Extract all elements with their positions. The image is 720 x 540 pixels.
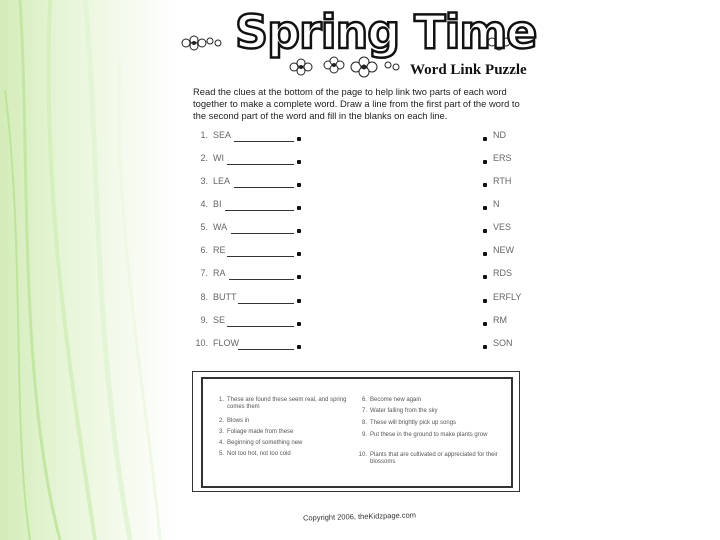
right-connect-dot[interactable] [483,345,487,349]
answer-blank[interactable] [234,187,294,188]
clue-number: 3. [218,429,224,435]
word-second-part: RDS [493,268,513,278]
word-row [191,176,531,190]
clue-number: 6. [361,397,367,403]
word-first-part: BUTT [213,292,237,302]
right-connect-dot[interactable] [483,160,487,164]
instructions-text: Read the clues at the bottom of the page to help link two parts of each word together to make a complete word. Draw a line from the first part of the word to the second part of the word and fill in the blanks on each line. [193,86,520,121]
clue-number: 9. [361,432,367,438]
row-number: 3. [200,176,208,186]
answer-blank[interactable] [225,210,294,211]
right-connect-dot[interactable] [483,275,487,279]
left-connect-dot[interactable] [297,137,301,141]
clue-number: 10. [358,452,367,458]
grass-strokes-decoration [0,0,180,540]
word-first-part: SEA [213,130,232,140]
word-first-part: RE [213,245,226,255]
word-row [191,222,531,236]
left-connect-dot[interactable] [297,183,301,187]
row-number: 2. [200,153,208,163]
word-row [191,245,531,259]
word-row [191,130,531,144]
answer-blank[interactable] [229,279,294,280]
word-first-part: BI [213,199,222,209]
clue-text: Plants that are cultivated or appreciated for their blossoms [370,452,498,465]
word-second-part: ERS [493,153,512,163]
left-connect-dot[interactable] [297,160,301,164]
right-connect-dot[interactable] [483,229,487,233]
clue-text: Become new again [370,397,422,403]
clue-text: Foliage made from these [227,429,294,435]
right-connect-dot[interactable] [483,137,487,141]
flower-cluster-left-icon [178,33,228,53]
left-connect-dot[interactable] [297,345,301,349]
right-connect-dot[interactable] [483,252,487,256]
clue-text: These will brightly pick up songs [370,420,457,426]
left-connect-dot[interactable] [297,322,301,326]
answer-blank[interactable] [227,164,294,165]
word-first-part: FLOW [213,338,239,348]
answer-blank[interactable] [234,141,294,142]
word-second-part: SON [493,338,513,348]
row-number: 5. [200,222,208,232]
word-row [191,268,531,282]
answer-blank[interactable] [238,303,294,304]
row-number: 9. [200,315,208,325]
word-second-part: ERFLY [493,292,522,302]
word-row [191,338,531,352]
right-connect-dot[interactable] [483,299,487,303]
clue-number: 4. [218,440,224,446]
row-number: 8. [200,292,208,302]
left-connect-dot[interactable] [297,229,301,233]
left-connect-dot[interactable] [297,299,301,303]
clue-text: Water falling from the sky [370,408,438,414]
clue-number: 5. [218,451,224,457]
word-first-part: LEA [213,176,231,186]
clue-number: 1. [218,397,224,403]
clue-text: Blows in [227,418,250,424]
left-connect-dot[interactable] [297,275,301,279]
clue-number: 7. [361,408,367,414]
word-second-part: N [493,199,500,209]
clue-text: Put these in the ground to make plants grow [370,432,488,438]
word-second-part: RTH [493,176,512,186]
answer-blank[interactable] [227,326,294,327]
word-second-part: NEW [493,245,514,255]
page-subtitle: Word Link Puzzle [410,62,527,78]
clue-number: 8. [361,420,367,426]
word-first-part: WA [213,222,228,232]
answer-blank[interactable] [227,256,294,257]
copyright-text: Copyright 2006, theKidzpage.com [302,510,417,523]
clue-text: Not too hot, not too cold [227,451,291,457]
row-number: 4. [200,199,208,209]
left-connect-dot[interactable] [297,252,301,256]
word-first-part: WI [213,153,224,163]
word-row [191,315,531,329]
word-second-part: ND [493,130,506,140]
left-connect-dot[interactable] [297,206,301,210]
row-number: 1. [200,130,208,140]
word-second-part: RM [493,315,507,325]
row-number: 6. [200,245,208,255]
word-first-part: RA [213,268,226,278]
row-number: 10. [195,338,208,348]
word-row [191,199,531,213]
word-row [191,153,531,167]
word-row [191,292,531,306]
answer-blank[interactable] [231,233,294,234]
clue-text: Beginning of something new [227,440,303,446]
row-number: 7. [200,268,208,278]
answer-blank[interactable] [238,349,294,350]
right-connect-dot[interactable] [483,322,487,326]
clue-text: These are found these seem real, and spring comes them [227,397,347,410]
word-second-part: VES [493,222,512,232]
word-first-part: SE [213,315,226,325]
right-connect-dot[interactable] [483,206,487,210]
clue-number: 2. [218,418,224,424]
right-connect-dot[interactable] [483,183,487,187]
page-title: Spring Time [235,5,537,59]
